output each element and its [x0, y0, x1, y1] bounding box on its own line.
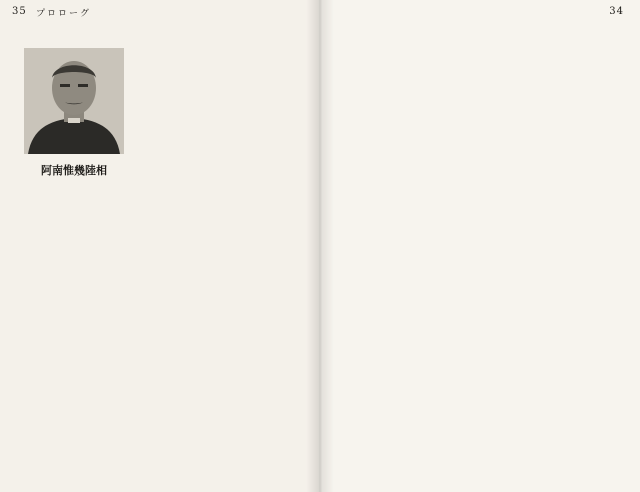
page-number: 35 — [12, 6, 27, 17]
photo-caption: 阿南惟幾陸相 — [41, 164, 107, 177]
portrait-figure — [20, 48, 128, 186]
portrait-photo — [24, 48, 124, 154]
person-portrait-icon — [24, 48, 124, 154]
right-page — [320, 0, 640, 492]
running-head: プロローグ — [36, 9, 92, 19]
body-text — [330, 22, 624, 480]
page-number: 34 — [609, 6, 624, 17]
